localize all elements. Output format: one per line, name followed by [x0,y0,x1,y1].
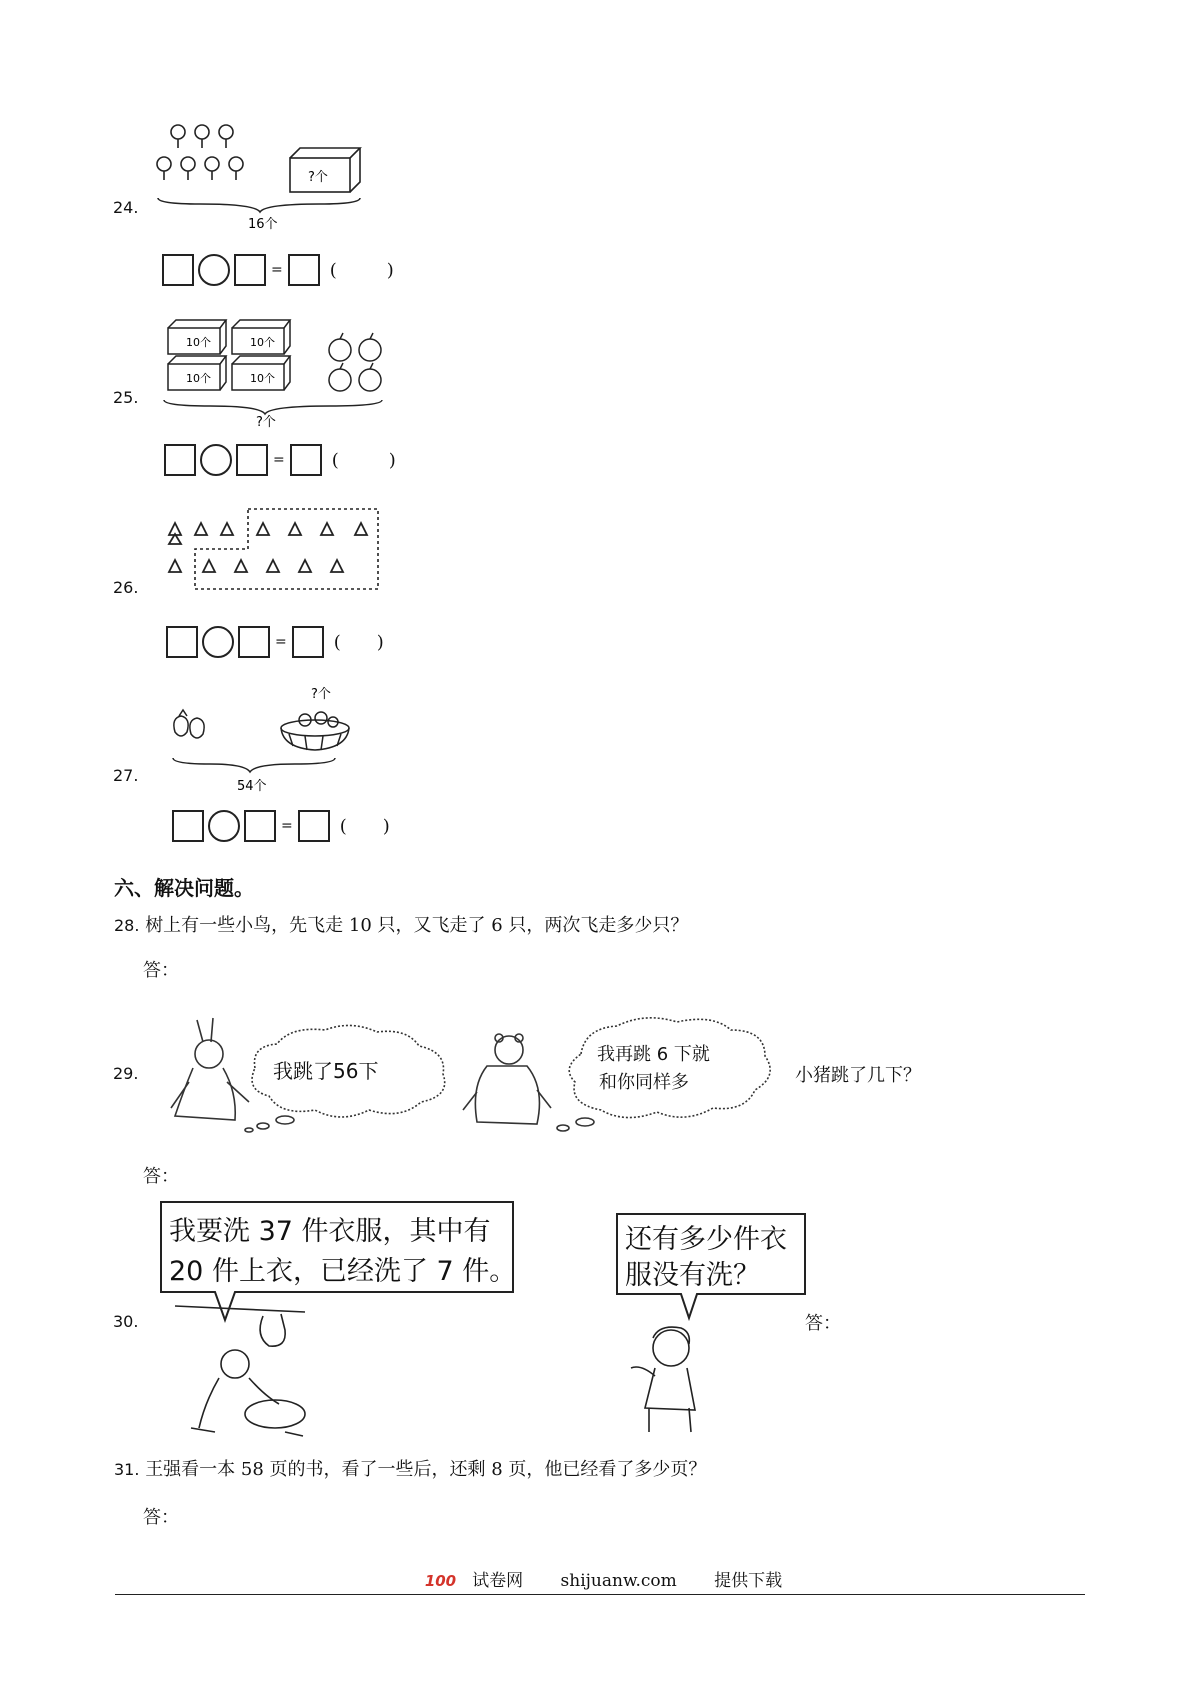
bubble-text: 我再跳 6 下就 [597,1044,710,1065]
answer-box[interactable] [244,810,276,842]
question-text: 王强看一本 58 页的书，看了一些后，还剩 8 页，他已经看了多少页？ [145,1459,707,1480]
question-number-28: 28. [114,916,140,935]
answer-label: 答： [143,1507,179,1528]
q26-figure [165,505,395,597]
apple-icon [329,333,351,361]
apple-icon [359,363,381,391]
operator-circle[interactable] [202,626,234,658]
q24-equation: = ( ) [162,254,394,286]
apple-icon [359,333,381,361]
total-label: 54个 [237,779,267,794]
question-text: 树上有一些小鸟，先飞走 10 只，又飞走了 6 只，两次飞走多少只？ [145,915,689,936]
apple-icon [329,363,351,391]
svg-text:10个: 10个 [186,372,211,385]
q25-equation: = ( ) [164,444,396,476]
answer-box[interactable] [166,626,198,658]
triangle-icon [355,523,367,535]
footer [0,1566,1191,1591]
triangle-icon [235,560,247,572]
lollipop-icon [229,157,243,180]
triangle-icon [195,523,207,535]
box-label: ?个 [308,170,328,185]
answer-box[interactable] [290,444,322,476]
question-number-24: 24. [113,198,139,217]
q29-figure [165,1012,790,1137]
lollipop-icon [171,125,185,148]
question-number-25: 25. [113,388,139,407]
lollipop-icon [157,157,171,180]
triangle-icon [267,560,279,572]
triangle-icon [321,523,333,535]
answer-box[interactable] [288,254,320,286]
bubble-text: 我要洗 37 件衣服，其中有 [169,1216,491,1247]
svg-text:10个: 10个 [250,336,275,349]
q27-equation: = ( ) [172,810,390,842]
strawberry-icon [174,710,204,738]
basket-icon [281,712,349,750]
footer-note: 提供下载 [714,1571,783,1591]
lollipop-icon [195,125,209,148]
answer-box[interactable] [298,810,330,842]
footer-brand [409,1571,523,1591]
question-28 [114,911,688,937]
question-number-30: 30. [113,1312,139,1331]
operator-circle[interactable] [208,810,240,842]
dashed-group-outline [195,509,378,589]
answer-box[interactable] [238,626,270,658]
q24-figure [150,118,390,230]
triangle-icon [289,523,301,535]
triangle-icon [257,523,269,535]
answer-label: 答： [143,960,179,981]
operator-circle[interactable] [198,254,230,286]
operator-circle[interactable] [200,444,232,476]
boy-illustration [631,1327,695,1432]
total-label: ?个 [256,415,276,428]
top-label: ?个 [311,687,331,702]
question-text: 小猪跳了几下？ [795,1065,921,1086]
q27-figure [165,684,365,794]
washing-woman-illustration [175,1306,305,1436]
answer-label: 答： [143,1166,179,1187]
answer-box[interactable] [162,254,194,286]
lollipop-icon [181,157,195,180]
lollipop-icon [205,157,219,180]
bubble-text: 20 件上衣，已经洗了 7 件。 [169,1256,517,1287]
section-title: 六、解决问题。 [114,876,254,900]
bubble-text: 我跳了56下 [273,1059,379,1083]
triangle-icon [221,523,233,535]
logo: 100 [424,1572,457,1590]
question-31 [114,1455,706,1481]
svg-text:10个: 10个 [250,372,275,385]
lollipop-icon [219,125,233,148]
question-number-26: 26. [113,578,139,597]
svg-text:10个: 10个 [186,336,211,349]
question-number-29: 29. [113,1064,139,1083]
footer-url[interactable]: shijuanw.com [560,1571,677,1591]
rabbit-illustration [171,1018,249,1120]
answer-box[interactable] [236,444,268,476]
total-label: 16个 [248,217,278,230]
triangle-icon [299,560,311,572]
question-number-27: 27. [113,766,139,785]
pig-illustration [463,1034,551,1124]
answer-box[interactable] [292,626,324,658]
q30-figure [155,1196,815,1441]
bubble-text: 服没有洗？ [625,1260,760,1291]
site-name: 试卷网 [472,1571,524,1591]
answer-box[interactable] [164,444,196,476]
bubble-text: 还有多少件衣 [625,1224,787,1255]
answer-box[interactable] [172,810,204,842]
answer-box[interactable] [234,254,266,286]
answer-label: 答： [805,1313,841,1334]
q25-figure [160,318,400,428]
triangle-icon [169,560,181,572]
bubble-text: 和你同样多 [599,1072,689,1093]
question-number-31: 31. [114,1460,140,1479]
triangle-icon [331,560,343,572]
q26-equation: = ( ) [166,626,384,658]
triangle-icon [203,560,215,572]
footer-divider [115,1594,1085,1595]
